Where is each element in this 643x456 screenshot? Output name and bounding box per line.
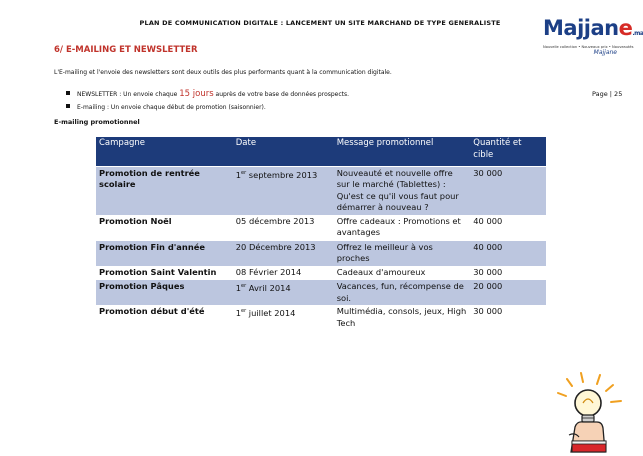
column-header-campagne: Campagne <box>96 137 233 166</box>
cell-campagne: Promotion Noël <box>96 215 233 241</box>
cell-message: Offre cadeaux : Promotions et avantages <box>334 215 471 241</box>
cell-message: Nouveauté et nouvelle offre sur le marché (Tablettes) : Qu'est ce qu'il vous faut pour démarrer à nouveau ? <box>334 166 471 215</box>
cell-date: 1er Avril 2014 <box>233 280 334 306</box>
table-row <box>96 266 546 280</box>
logo-domain: .ma <box>632 30 643 37</box>
table-row <box>96 166 546 215</box>
cell-message: Multimédia, consols, jeux, High Tech <box>334 305 471 330</box>
cell-campagne: Promotion Pâques <box>96 280 233 306</box>
cell-quantite: 30 000 <box>470 166 546 215</box>
cell-quantite: 30 000 <box>470 266 546 280</box>
table-row <box>96 280 546 306</box>
intro-paragraph: L'E-mailing et l'envoie des newsletters sont deux outils des plus performants quant à la communication digitale. <box>54 69 392 76</box>
list-item <box>66 88 349 101</box>
bullet-highlight: 15 jours <box>179 89 214 99</box>
cell-date: 1er juillet 2014 <box>233 305 334 330</box>
column-header-date: Date <box>233 137 334 166</box>
lightbulb-hand-icon <box>539 369 639 452</box>
table-row <box>96 240 546 266</box>
bullet-square-icon <box>66 91 70 95</box>
list-item <box>66 101 349 114</box>
logo-signature: Majjane <box>593 49 617 56</box>
cell-campagne: Promotion Saint Valentin <box>96 266 233 280</box>
section-title: 6/ E-MAILING ET NEWSLETTER <box>54 45 198 55</box>
cell-campagne: Promotion Fin d'année <box>96 240 233 266</box>
cell-quantite: 40 000 <box>470 215 546 241</box>
bullet-list <box>66 88 349 114</box>
page-number: Page | 25 <box>592 90 623 98</box>
cell-quantite: 20 000 <box>470 280 546 306</box>
cell-date: 05 décembre 2013 <box>233 215 334 241</box>
cell-message: Offrez le meilleur à vos proches <box>334 240 471 266</box>
column-header-message: Message promotionnel <box>334 137 471 166</box>
logo-tagline: Nouvelle collection • Nouveaux prix • Nouveautés <box>543 45 634 49</box>
logo-word-accent: e <box>618 16 633 40</box>
table-row <box>96 305 546 330</box>
cell-campagne: Promotion de rentrée scolaire <box>96 166 233 215</box>
cell-quantite: 40 000 <box>470 240 546 266</box>
company-logo <box>543 16 643 60</box>
cell-quantite: 30 000 <box>470 305 546 330</box>
bullet-text: E-mailing : Un envoie chaque début de promotion (saisonnier). <box>77 104 266 111</box>
cell-date: 20 Décembre 2013 <box>233 240 334 266</box>
bullet-text: NEWSLETTER : Un envoie chaque <box>77 91 180 98</box>
cell-message: Vacances, fun, récompense de soi. <box>334 280 471 306</box>
cell-message: Cadeaux d'amoureux <box>334 266 471 280</box>
bullet-square-icon <box>66 104 70 108</box>
table-header-row <box>96 137 546 166</box>
cell-campagne: Promotion début d'été <box>96 305 233 330</box>
cell-date: 1er septembre 2013 <box>233 166 334 215</box>
logo-word-main: Majjan <box>543 16 619 40</box>
column-header-quantite: Quantité et cible <box>470 137 546 166</box>
bullet-text-end: auprès de votre base de données prospects. <box>213 91 350 98</box>
document-header-title: PLAN DE COMMUNICATION DIGITALE : LANCEMENT UN SITE MARCHAND DE TYPE GENERALISTE <box>139 19 501 27</box>
cell-date: 08 Février 2014 <box>233 266 334 280</box>
table-row <box>96 215 546 241</box>
promotion-table <box>96 137 546 330</box>
subsection-title: E-mailing promotionnel <box>54 118 140 126</box>
